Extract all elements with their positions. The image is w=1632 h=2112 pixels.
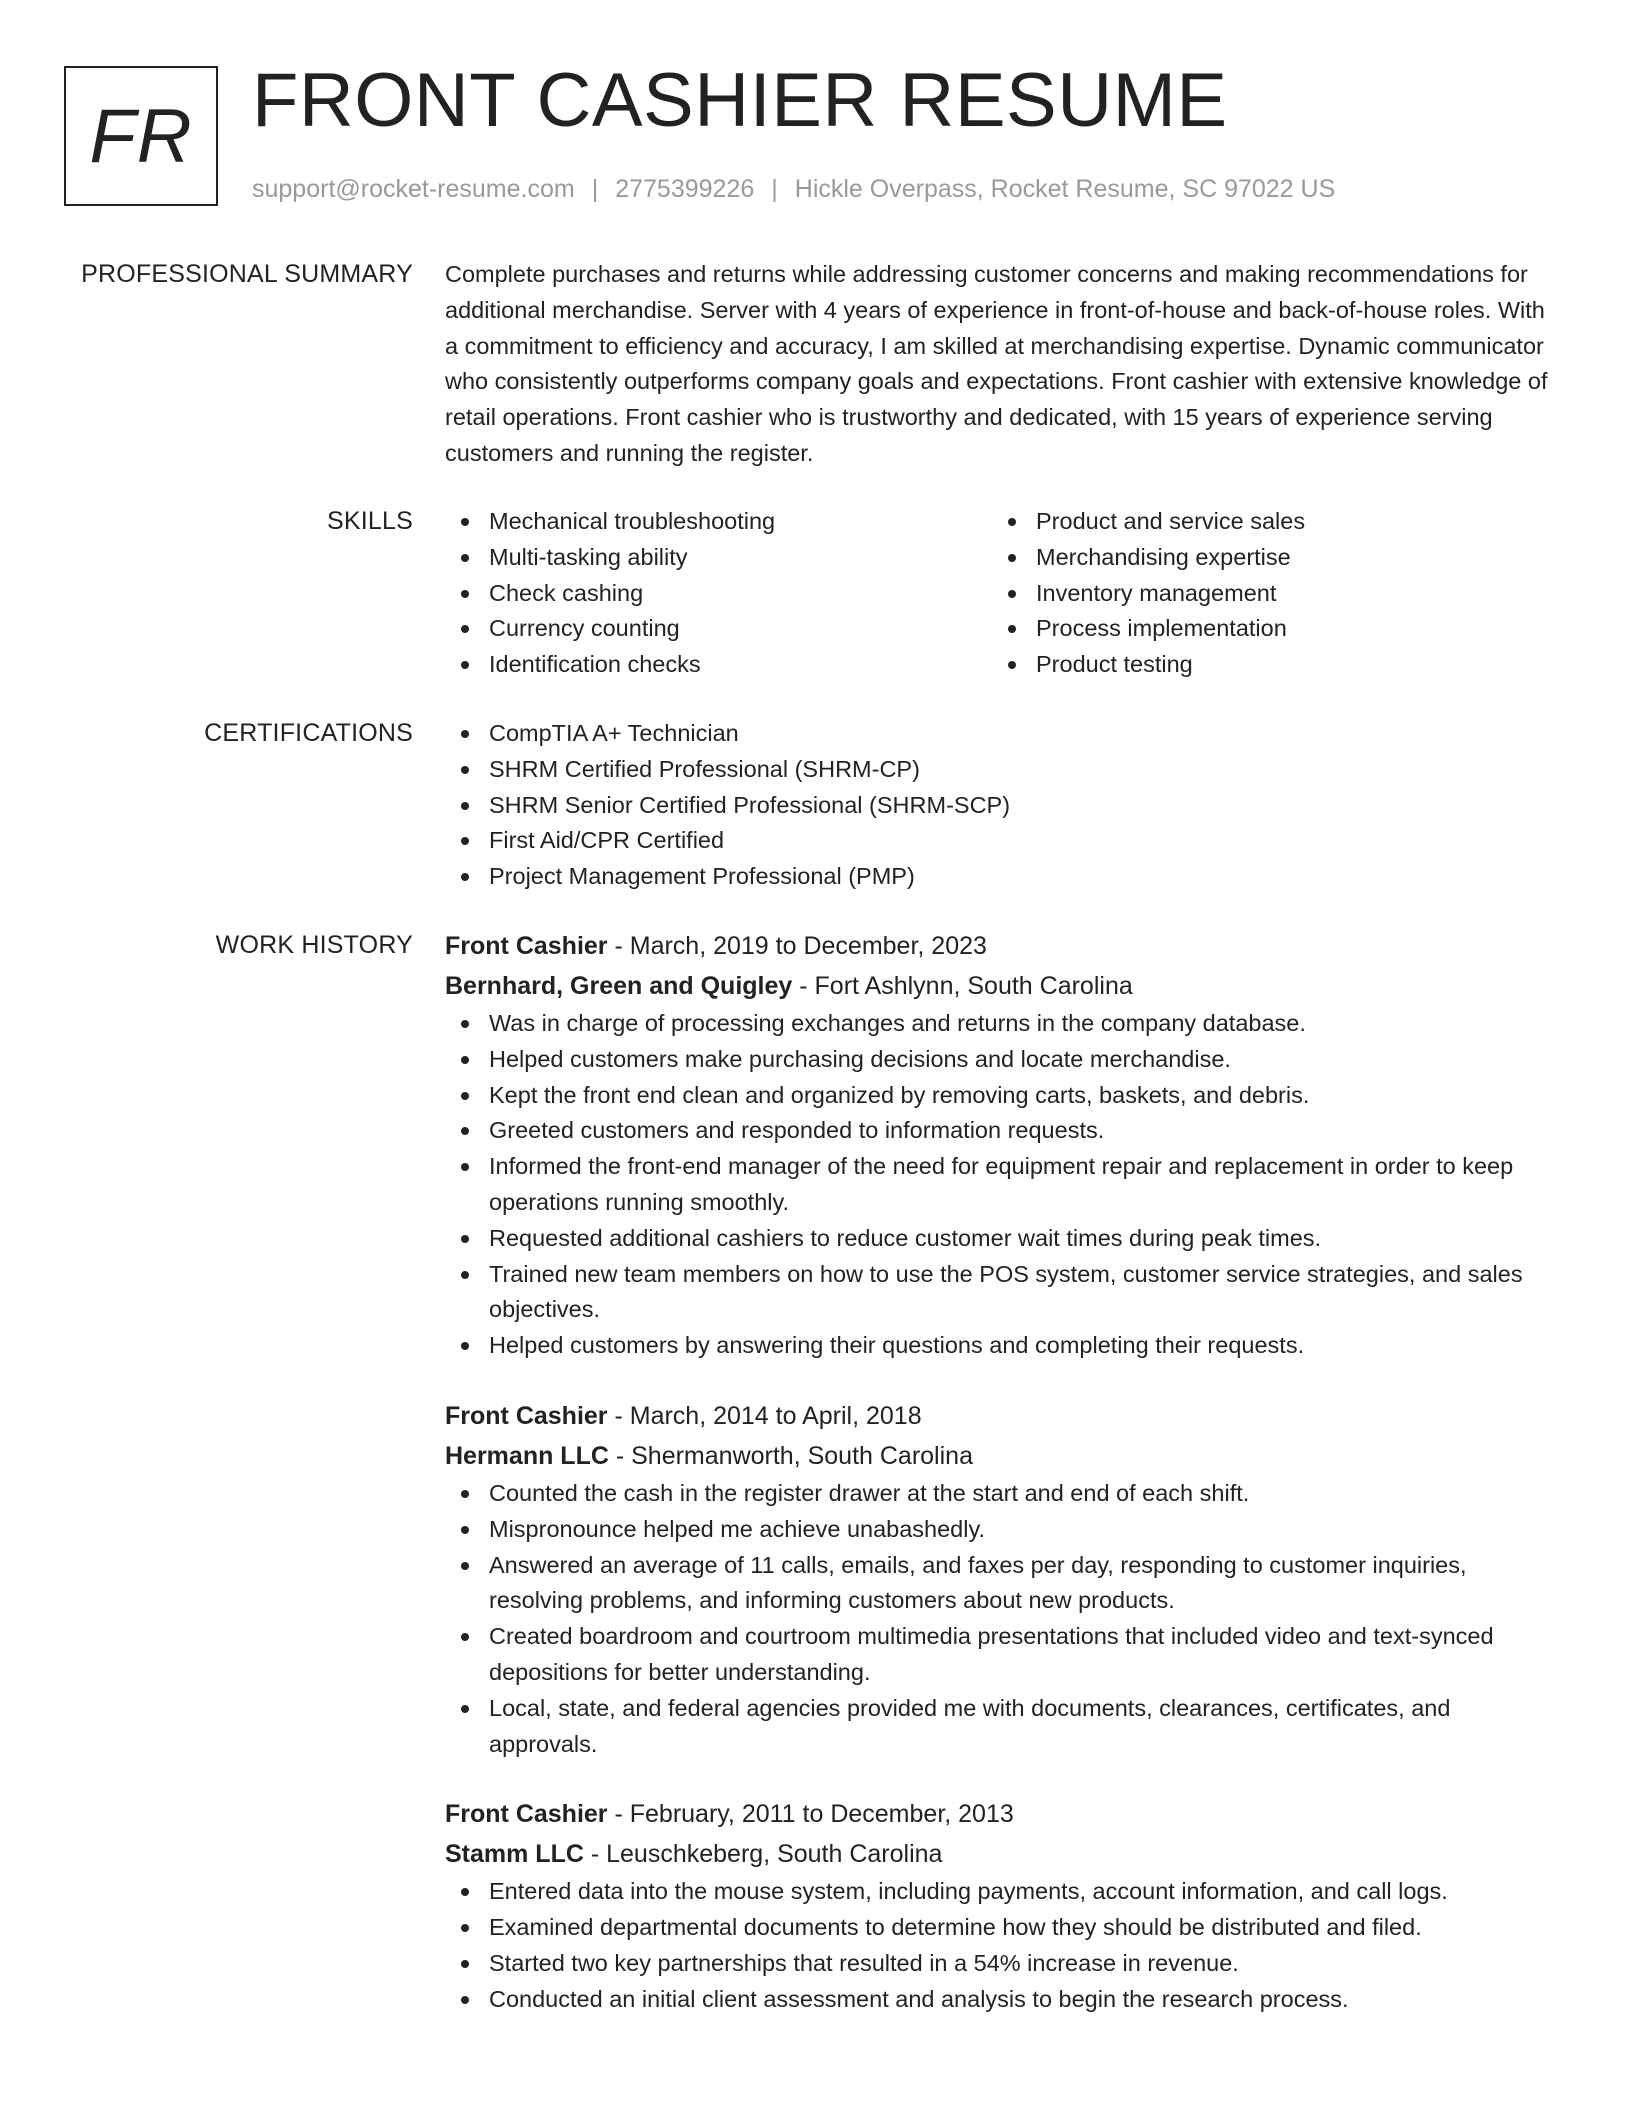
job-bullet: Kept the front end clean and organized by removing carts, baskets, and debris. [445,1078,1560,1114]
job-title-line [445,1396,1560,1436]
job-bullet: Local, state, and federal agencies provided me with documents, clearances, certificates, and approvals. [445,1691,1560,1763]
job-bullet: Entered data into the mouse system, including payments, account information, and call logs. [445,1874,1560,1910]
job-bullet: Requested additional cashiers to reduce customer wait times during peak times. [445,1221,1560,1257]
certification-item: SHRM Certified Professional (SHRM-CP) [445,752,1560,788]
certifications-body [445,716,1560,895]
skill-item: Currency counting [445,611,992,647]
job-company: Stamm LLC [445,1840,584,1869]
job-title: Front Cashier [445,1800,608,1829]
job-company: Bernhard, Green and Quigley [445,972,793,1000]
job-company-line [445,966,1560,1006]
job-bullet: Was in charge of processing exchanges and returns in the company database. [445,1006,1560,1042]
job-bullets [445,1476,1560,1762]
job-bullet: Greeted customers and responded to information requests. [445,1113,1560,1149]
contact-line [252,174,1335,204]
job-bullet: Answered an average of 11 calls, emails, and faxes per day, responding to customer inquiries, resolving problems, and informing customers about new products. [445,1548,1560,1620]
job-bullet: Created boardroom and courtroom multimedia presentations that included video and text-synced depositions for better understanding. [445,1619,1560,1691]
certification-item: Project Management Professional (PMP) [445,859,1560,895]
job-title-line [445,926,1560,966]
skill-item: Product testing [992,647,1539,683]
job-dates: - March, 2014 to April, 2018 [607,1401,922,1430]
job-bullet: Started two key partnerships that resulted in a 54% increase in revenue. [445,1946,1560,1982]
skill-item: Identification checks [445,647,992,683]
job-company: Hermann LLC [445,1441,609,1470]
job-location: - Leuschkeberg, South Carolina [583,1840,943,1869]
skill-item: Multi-tasking ability [445,540,992,576]
certification-item: CompTIA A+ Technician [445,716,1560,752]
skills-list-left [445,504,992,683]
job-company-line [445,1834,1560,1874]
certification-item: First Aid/CPR Certified [445,823,1560,859]
contact-email: support@rocket-resume.com [252,175,575,203]
skill-item: Merchandising expertise [992,540,1539,576]
work-history-body [445,926,1560,2018]
job-bullets [445,1006,1560,1364]
resume-title: FRONT CASHIER RESUME [252,58,1228,143]
job-bullet: Helped customers make purchasing decisions and locate merchandise. [445,1042,1560,1078]
job-title: Front Cashier [445,1401,608,1430]
job-entry [445,1396,1560,1762]
skills-heading: SKILLS [327,507,413,535]
work-history-heading: WORK HISTORY [215,931,413,959]
job-location: - Fort Ashlynn, South Carolina [792,972,1133,1000]
job-dates: - February, 2011 to December, 2013 [607,1800,1014,1829]
job-bullet: Trained new team members on how to use the POS system, customer service strategies, and sales objectives. [445,1257,1560,1329]
skills-list-right [992,504,1539,683]
certifications-list [445,716,1560,895]
skills-body [445,504,1560,683]
job-bullet: Examined departmental documents to determine how they should be distributed and filed. [445,1910,1560,1946]
summary-body [445,257,1560,472]
job-entry [445,926,1560,1364]
contact-address: Hickle Overpass, Rocket Resume, SC 97022 US [794,175,1336,203]
contact-separator: | [591,175,599,203]
monogram-badge [64,66,218,206]
monogram-initials: FR [89,93,193,179]
job-bullet: Informed the front-end manager of the need for equipment repair and replacement in order to keep operations running smoothly. [445,1149,1560,1221]
summary-heading: PROFESSIONAL SUMMARY [81,260,413,288]
job-bullets [445,1874,1560,2017]
job-dates: - March, 2019 to December, 2023 [607,932,987,960]
certification-item: SHRM Senior Certified Professional (SHRM-SCP) [445,788,1560,824]
skill-item: Check cashing [445,576,992,612]
skills-columns [445,504,1560,683]
job-bullet: Mispronounce helped me achieve unabashedly. [445,1512,1560,1548]
skill-item: Process implementation [992,611,1539,647]
job-title: Front Cashier [445,932,608,960]
skill-item: Product and service sales [992,504,1539,540]
skill-item: Inventory management [992,576,1539,612]
job-company-line [445,1436,1560,1476]
job-bullet: Counted the cash in the register drawer at the start and end of each shift. [445,1476,1560,1512]
job-bullet: Helped customers by answering their questions and completing their requests. [445,1328,1560,1364]
job-entry [445,1794,1560,2017]
contact-separator: | [771,175,778,203]
certifications-heading: CERTIFICATIONS [204,719,413,747]
job-title-line [445,1794,1560,1834]
contact-phone: 2775399226 [615,175,755,203]
job-location: - Shermanworth, South Carolina [608,1441,973,1470]
skill-item: Mechanical troubleshooting [445,504,992,540]
summary-text: Complete purchases and returns while addressing customer concerns and making recommendations for additional merchandise. Server with 4 years of experience in front-of-house and back-of-house roles. With a commitment to efficiency and accuracy, I am skilled at merchandising expertise. Dynamic communicator who consistently outperforms company goals and expectations. Front cashier with extensive knowledge of retail operations. Front cashier who is trustworthy and dedicated, with 15 years of experience serving customers and running the register. [445,261,1548,466]
job-bullet: Conducted an initial client assessment and analysis to begin the research process. [445,1982,1560,2018]
